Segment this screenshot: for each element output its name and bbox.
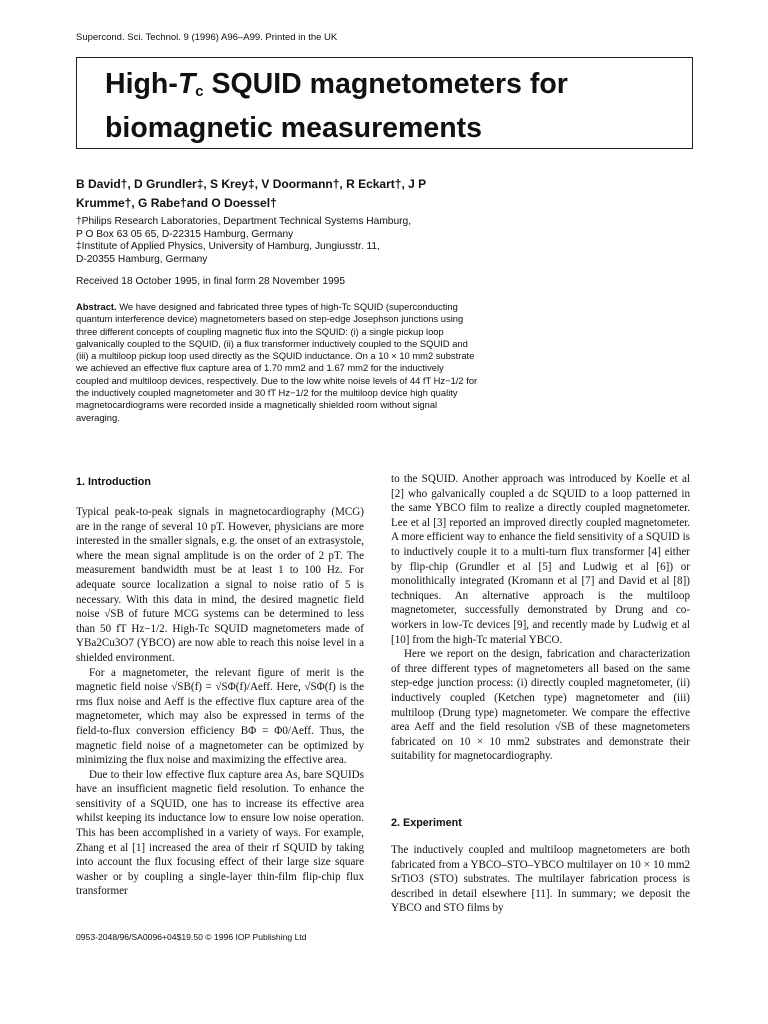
- affiliation-line: P O Box 63 05 65, D-22315 Hamburg, Germany: [76, 228, 294, 240]
- right-column-experiment: [391, 843, 690, 916]
- abstract-text: We have designed and fabricated three types of high-Tc SQUID (superconducting quantum interference device) magnetometers based on step-edge Josephson junctions using three different concepts of coupling magnetic flux into the SQUID: (i) a single pickup loop galvanically coupled to the SQUID, (ii) a flux transformer inductively coupled to the SQUID and (iii) a multiloop pickup loop used directly as the SQUID inductance. On a 10 × 10 mm2 substrate we achieved an effective flux capture area of 1.70 mm2 and 1.67 mm2 for the inductively coupled and multiloop devices, respectively. Due to the low white noise levels of 44 fT Hz−1/2 for the inductively coupled magnetometer and 30 fT Hz−1/2 for the multiloop device high quality magnetocardiograms were recorded inside a magnetically shielded room without signal averaging.: [76, 301, 478, 423]
- paragraph: The inductively coupled and multiloop magnetometers are both fabricated from a YBCO–STO–YBCO multilayer on 10 × 10 mm2 SrTiO3 (STO) substrates. The multilayer fabrication process is described in detail elsewhere [11]. In summary; we deposit the YBCO and STO films by: [391, 844, 690, 915]
- affiliation-line: D-20355 Hamburg, Germany: [76, 253, 208, 265]
- footer-copyright: 0953-2048/96/SA0096+04$19.50 © 1996 IOP Publishing Ltd: [76, 932, 307, 942]
- left-column: [76, 505, 364, 899]
- affiliation-line: ‡Institute of Applied Physics, University of Hamburg, Jungiusstr. 11,: [76, 241, 380, 253]
- paragraph: Due to their low effective flux capture area As, bare SQUIDs have an insufficient magnetic field resolution. To enhance the sensitivity of a SQUID, one has to increase its effective area whilst keeping its inductance low to ensure low noise operation. This has been accomplished in a variety of ways. For example, Zhang et al [1] increased the area of their rf SQUID by taking into account the flux focusing effect of their large size square washer or by coupling a single-layer thin-film flip-chip flux transformer: [76, 768, 364, 898]
- author-list: B David†, D Grundler‡, S Krey‡, V Doormann†, R Eckart†, J P Krumme†, G Rabe†and O Doessel†: [76, 177, 427, 210]
- paper-title: High-$T_c$ SQUID magnetometers for biomagnetic measurements: [105, 68, 568, 144]
- paragraph: Typical peak-to-peak signals in magnetocardiography (MCG) are in the range of several 10 pT. However, physicians are more interested in the smaller signals, e.g. the onset of an extrasystole, where the mean signal amplitude is on the order of 2 pT. The measurement bandwidth must be at least 1 to 100 Hz. For adequate source localization a signal to noise ratio of 5 is necessary. With this data in mind, the desired magnetic field noise √SB of future MCG systems can be determined to less than 50 fT Hz−1/2. High-Tc SQUID magnetometers made of YBa2Cu3O7 (YBCO) are now able to reach this noise level in a shielded environment.: [76, 506, 364, 664]
- journal-citation: Supercond. Sci. Technol. 9 (1996) A96–A99. Printed in the UK: [76, 32, 338, 43]
- paragraph: to the SQUID. Another approach was introduced by Koelle et al [2] who galvanically coupled a dc SQUID to a loop patterned in the same YBCO film to realize a directly coupled magnetometer. Lee et al [3] reported an improved directly coupled magnetometer. A more efficient way to enhance the field sensitivity of a SQUID is to inductively couple it to a multi-turn flux transformer [4] either by flip-chip (Grundler et al [5] and Ludwig et al [6]) or monolithically integrated (Kromann et al [7] and David et al [8]) techniques. An alternative approach is the multiloop magnetometer, successfully demonstrated by Drung and co-workers in low-Tc devices [9], and recently made by Ludwig et al [10] from the high-Tc material YBCO.: [391, 473, 690, 646]
- right-column: [391, 472, 690, 764]
- abstract-label: Abstract.: [76, 301, 117, 312]
- affiliations: [76, 216, 536, 266]
- section-heading-introduction: 1. Introduction: [76, 476, 151, 488]
- title-box: [76, 57, 693, 149]
- paragraph: For a magnetometer, the relevant figure of merit is the magnetic field noise √SB(f) = √SΦ(f)/Aeff. Here, √SΦ(f) is the rms flux noise and Aeff is the effective flux capture area of the magnetometer, which may also be expressed in terms of the field-to-flux conversion efficiency BΦ = Φ0/Aeff. Thus, the magnetic field noise of a magnetometer can be optimized by minimizing the flux noise and maximizing the effective area.: [76, 666, 364, 767]
- paragraph: Here we report on the design, fabrication and characterization of three different types of magnetometers all based on the same step-edge junction process: (i) directly coupled magnetometer, (ii) inductively coupled (Ketchen type) magnetometer and (iii) multiloop (Drung type) magnetometer. We compare the effective area Aeff and the field resolution √SB of these magnetometers fabricated on 10 × 10 mm2 substrates and demonstrate their suitability for magnetocardiography.: [391, 648, 690, 763]
- abstract: [76, 301, 478, 424]
- affiliation-line: †Philips Research Laboratories, Department Technical Systems Hamburg,: [76, 216, 412, 227]
- section-heading-experiment: 2. Experiment: [391, 817, 462, 829]
- received-date: Received 18 October 1995, in final form 28 November 1995: [76, 276, 345, 287]
